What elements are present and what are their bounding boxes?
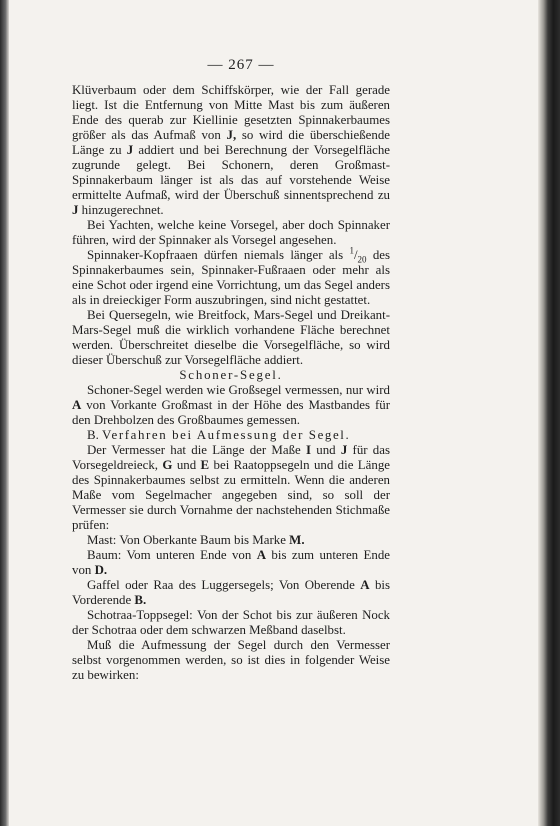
page-number: — 267 — [207, 57, 275, 73]
paragraph-5: Schoner-Segel werden wie Großsegel vermessen, nur wird A von Vorkante Großmast in der Höhe des Mastbandes für den Drehbolzen des Großbaumes gemessen. [72, 383, 390, 427]
paragraph-mast: Mast: Von Oberkante Baum bis Marke M. [87, 533, 305, 547]
book-gutter-shadow [0, 0, 9, 826]
paragraph-2: Bei Yachten, welche keine Vorsegel, aber doch Spinnaker führen, wird der Spinnaker als Vorsegel angesehen. [72, 218, 390, 247]
paragraph-baum: Baum: Vom unteren Ende von A bis zum unteren Ende von D. [72, 548, 390, 577]
paragraph-schotraa: Schotraa-Toppsegel: Von der Schot bis zur äußeren Nock der Schotraa oder dem schwarzen Meßband daselbst. [72, 608, 390, 637]
paragraph-gaffel: Gaffel oder Raa des Luggersegels; Von Oberende A bis Vorderende B. [72, 578, 390, 607]
paragraph-6: Der Vermesser hat die Länge der Maße I und J für das Vorsegeldreieck, G und E bei Raatoppsegeln und die Länge des Spinnakerbaumes selbst zu ermitteln. Wenn die anderen Maße vom Segelmacher angegeben sind, so soll der Vermesser sie durch Vornahme der nachstehenden Stichmaße prüfen: [72, 443, 391, 532]
paragraph-4: Bei Quersegeln, wie Breitfock, Mars-Segel und Dreikant-Mars-Segel muß die wirklich vorhandene Fläche berechnet werden. Überschreitet dieselbe die Vorsegelfläche, so wird dieser Überschuß zur Vorsegelfläche addiert. [72, 308, 390, 367]
paragraph-7: Muß die Aufmessung der Segel durch den Vermesser selbst vorgenommen werden, so ist dies in folgender Weise zu bewirken: [72, 638, 390, 682]
page-edge-shadow [538, 0, 560, 826]
section-heading-schoner-segel: Schoner-Segel. [179, 368, 283, 382]
paragraph-3: Spinnaker-Kopfraaen dürfen niemals länger als $^1/_{20}$ des Spinnakerbaumes sein, Spinnaker-Fußraaen oder mehr als eine Schot oder irgend eine Vorrichtung, um das Segel anders als in dreieckiger Form auszubringen, sind nicht gestattet. [72, 245, 391, 307]
section-heading-verfahren: B. Verfahren bei Aufmessung der Segel. [87, 428, 351, 442]
book-page [72, 58, 390, 683]
paragraph-1: Klüverbaum oder dem Schiffskörper, wie der Fall gerade liegt. Ist die Entfernung von Mitte Mast bis zum äußeren Ende des querab zur Kiellinie gesetzten Spinnakerbaumes größer als das Aufmaß von J, so wird die überschießende Länge zu J addiert und bei Berechnung der Vorsegelfläche zugrunde gelegt. Bei Schonern, deren Großmast-Spinnakerbaum länger ist als das auf vorstehende Weise ermittelte Aufmaß, wird der Überschuß sinnentsprechend zu J hinzugerechnet. [72, 83, 390, 217]
